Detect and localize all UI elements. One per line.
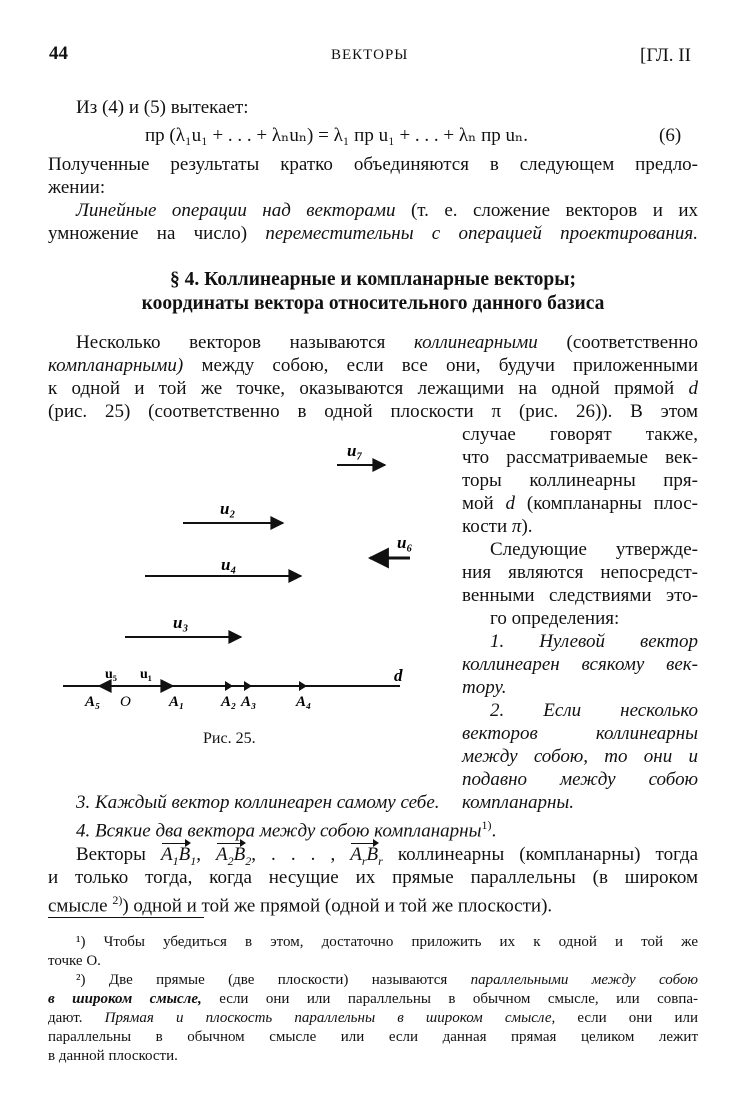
side-line-2: что рассматриваемые век- xyxy=(462,447,698,468)
label-u3: u₃ xyxy=(173,613,189,632)
point-a2: A₂ xyxy=(221,694,237,710)
footnote-2-line-5: в данной плоскости. xyxy=(48,1048,178,1064)
point-a4: A₄ xyxy=(296,694,312,710)
item2-line-2: векторов коллинеарны xyxy=(462,723,698,744)
item2-line-1: 2. Если несколько xyxy=(490,700,698,721)
page-number: 44 xyxy=(49,43,68,64)
item1-line-3: тору. xyxy=(462,677,507,698)
statement-line-2 xyxy=(48,222,698,245)
vector-a1b1: $A_1B_1$ xyxy=(161,844,196,865)
side-line-5: кости π). xyxy=(462,516,533,537)
point-o: O xyxy=(120,694,131,710)
vectors-line-2: и только тогда, когда несущие их прямые параллельны (в широком xyxy=(48,867,698,888)
definition-line-4: (рис. 25) (соответственно в одной плоскости π (рис. 26)). В этом xyxy=(48,401,699,422)
label-d: d xyxy=(394,666,403,685)
side-line-3: торы коллинеарны пря- xyxy=(462,470,698,491)
statement-italic: Линейные операции над векторами xyxy=(76,200,396,221)
summary-line-2: жении: xyxy=(48,177,106,198)
footnote-1-line-1: ¹) Чтобы убедиться в этом, достаточно приложить их к одной и той же xyxy=(76,934,698,950)
label-u7: u₇ xyxy=(347,441,363,460)
term-collinear: коллинеарными xyxy=(414,332,538,353)
definition-line-2: компланарными) между собою, если все они, будучи приложенными xyxy=(48,355,698,376)
section-title-line-1: § 4. Коллинеарные и компланарные векторы; xyxy=(170,269,576,290)
vector-arbr: $A_rB_r$ xyxy=(350,844,383,865)
label-u5: u₅ xyxy=(105,667,117,682)
vectors-line-3: смысле $^{2)}$) одной и той же прямой (одной и той же плоскости). xyxy=(48,893,553,917)
statement-plain-2: умножение на число) xyxy=(48,223,248,244)
footnote-1-line-2: точке O. xyxy=(48,953,101,969)
item4: 4. Всякие два вектора между собою компланарны$^{1)}$. xyxy=(76,818,497,842)
figure-25 xyxy=(55,440,455,720)
formula-number: (6) xyxy=(659,125,682,146)
item2-line-5: компланарны. xyxy=(462,792,575,813)
item2-line-4: подавно между собою xyxy=(462,769,698,790)
point-a3: A₃ xyxy=(241,694,257,710)
footnote-2-line-2: в широком смысле, если они или параллельны в обычном смысле, или совпа- xyxy=(48,991,699,1007)
statement-line-1 xyxy=(76,199,698,222)
footnote-2-line-4: параллельны в обычном смысле или если данная прямая целиком лежит xyxy=(48,1029,698,1045)
cons-line-3: венными следствиями это- xyxy=(462,585,698,606)
definition-line-3: к одной и той же точке, оказываются лежащими на одной прямой d xyxy=(48,378,699,399)
summary-line-1: Полученные результаты кратко объединяются в следующем предло- xyxy=(48,154,698,175)
footnote-rule xyxy=(48,917,204,918)
statement-italic-2: переместительны с операцией проектирования. xyxy=(265,223,698,244)
item3: 3. Каждый вектор коллинеарен самому себе. xyxy=(76,792,440,813)
vector-a2b2: $A_2B_2$ xyxy=(216,844,251,865)
running-title: ВЕКТОРЫ xyxy=(331,47,409,63)
point-a5: A₅ xyxy=(85,694,101,710)
label-u2: u₂ xyxy=(220,499,236,518)
line-symbol-d: d xyxy=(688,378,699,399)
footnote-2-line-3: дают. Прямая и плоскость параллельны в широком смысле, если они или xyxy=(48,1010,698,1026)
pi-symbol: π xyxy=(491,401,502,422)
section-title-line-2: координаты вектора относительного данного базиса xyxy=(141,293,605,314)
figure-caption: Рис. 25. xyxy=(203,730,256,747)
footnote-2-line-1: ²) Две прямые (две плоскости) называются параллельными между собою xyxy=(76,972,699,988)
definition-line-1: Несколько векторов называются коллинеарными (соответственно xyxy=(76,332,699,353)
point-a1: A₁ xyxy=(169,694,185,710)
statement-plain: (т. е. сложение векторов и их xyxy=(410,200,699,221)
side-line-4: мой d (компланарны плос- xyxy=(462,493,698,514)
chapter-ref: [ГЛ. II xyxy=(640,45,691,66)
label-u4: u₄ xyxy=(221,555,237,574)
arrow-a4 xyxy=(299,681,307,691)
item2-line-3: между собою, то они и xyxy=(462,746,698,767)
arrow-a3 xyxy=(244,681,252,691)
vectors-line-1: Векторы $A_1B_1$, $A_2B_2$, . . . , $A_rB_r$ коллинеарны (компланарны) тогда xyxy=(76,843,698,873)
item1-line-1: 1. Нулевой вектор xyxy=(490,631,698,652)
cons-line-1: Следующие утвержде- xyxy=(490,539,698,560)
cons-line-4: го определения: xyxy=(490,608,620,629)
formula-6: пр (λ₁u₁ + . . . + λₙuₙ) = λ₁ пр u₁ + . . . + λₙ пр uₙ. xyxy=(145,125,528,146)
cons-line-2: ния являются непосредст- xyxy=(462,562,698,583)
item1-line-2: коллинеарен всякому век- xyxy=(462,654,698,675)
intro-lead: Из (4) и (5) вытекает: xyxy=(76,97,249,118)
arrow-a2 xyxy=(225,681,233,691)
label-u6: u₆ xyxy=(397,533,413,552)
label-u1: u₁ xyxy=(140,667,152,682)
term-coplanar: компланарными) xyxy=(48,355,184,376)
side-line-1: случае говорят также, xyxy=(462,424,698,445)
